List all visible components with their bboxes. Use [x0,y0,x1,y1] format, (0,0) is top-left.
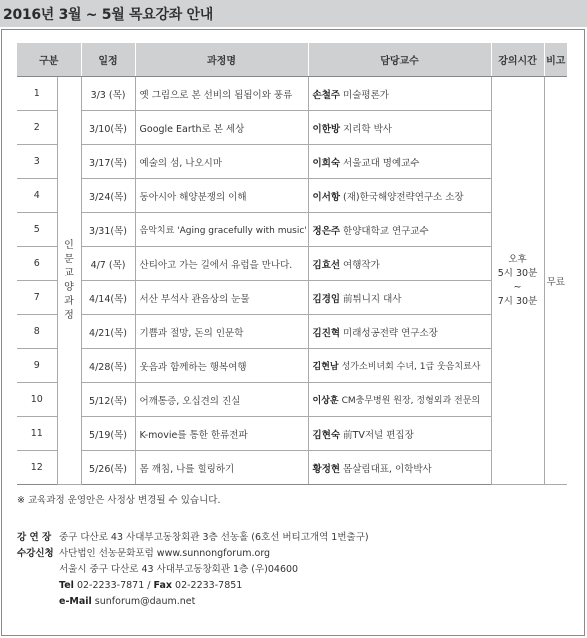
professor-title: CM충무병원 원장, 정형외과 전문의 [341,396,481,406]
row-professor [308,383,491,417]
row-date: 5/26(목) [81,451,135,485]
row-number: 1 [17,77,57,111]
professor-title: 여행작가 [343,259,380,271]
time-line: 오후 [508,253,527,265]
time-line: ~ [513,281,522,293]
row-number: 10 [17,383,57,417]
professor-name: 이한방 [312,123,341,135]
venue-value: 중구 다산로 43 사대부고동창회관 3층 선농홀 (6호선 버티고개역 1번출구) [59,532,369,543]
professor-title: 미래성공전략 연구소장 [343,327,438,339]
row-professor [308,451,491,485]
note-cell: 무료 [544,77,567,485]
row-course: 몸 깨침, 나를 힐링하기 [135,451,308,485]
row-professor [308,77,491,111]
tel-label: Tel [59,580,74,591]
row-date: 4/14(목) [81,281,135,315]
row-number: 7 [17,281,57,315]
professor-title: 몸살림대표, 이학박사 [343,463,432,475]
table-row [17,417,567,451]
row-professor [308,179,491,213]
professor-name: 이상훈 [312,396,339,406]
row-date: 4/28(목) [81,349,135,383]
row-date: 3/10(목) [81,111,135,145]
row-number: 11 [17,417,57,451]
row-course: 웃음과 함께하는 행복여행 [135,349,308,383]
venue-label: 강 연 장 [17,532,52,543]
row-number: 6 [17,247,57,281]
professor-title: 지리학 박사 [343,123,392,135]
table-header-row [17,43,567,77]
course-table [17,43,567,485]
table-row [17,247,567,281]
header-note: 비고 [544,43,567,77]
professor-title: (재)한국해양전략연구소 소장 [343,191,464,203]
professor-name: 황정현 [312,463,341,475]
row-course: K-movie를 통한 한류전파 [135,417,308,451]
row-professor [308,349,491,383]
time-line: 5시 30분 [497,267,538,279]
row-professor [308,213,491,247]
time-line: 7시 30분 [497,295,538,307]
header-course: 과정명 [135,43,308,77]
table-row [17,145,567,179]
row-course: 기쁨과 절망, 돈의 인문학 [135,315,308,349]
table-row [17,383,567,417]
row-professor [308,281,491,315]
row-date: 5/12(목) [81,383,135,417]
row-course: 예술의 섬, 나오시마 [135,145,308,179]
professor-name: 김경임 [312,293,341,305]
apply-label: 수강신청 [17,548,54,559]
apply-org: 사단법인 선농문화포럼 www.sunnongforum.org [59,548,271,559]
row-professor [308,145,491,179]
row-date: 4/7 (목) [81,247,135,281]
professor-name: 김진혁 [312,327,341,339]
row-number: 3 [17,145,57,179]
professor-title: 성가소비녀회 수녀, 1급 웃음치료사 [341,362,481,372]
table-row [17,281,567,315]
row-date: 3/24(목) [81,179,135,213]
row-course: 동아시아 해양분쟁의 이해 [135,179,308,213]
table-row [17,451,567,485]
table-row [17,179,567,213]
row-number: 4 [17,179,57,213]
row-date: 3/3 (목) [81,77,135,111]
professor-title: 미술평론가 [343,89,389,101]
professor-title: 서울교대 명예교수 [343,157,420,169]
apply-address: 서울시 중구 다산로 43 사대부고동창회관 1층 (우)04600 [59,564,299,575]
category-cell [57,77,81,485]
row-professor [308,417,491,451]
professor-name: 정은주 [312,225,341,237]
email-value[interactable]: sunforum@daum.net [94,596,196,607]
header-time: 강의시간 [491,43,544,77]
professor-name: 이서항 [312,191,341,203]
row-number: 2 [17,111,57,145]
phone-fax [59,578,242,594]
title-bar [0,0,587,27]
page-title: 2016년 3월 ~ 5월 목요강좌 안내 [3,7,213,23]
row-number: 8 [17,315,57,349]
row-course: Google Earth로 본 세상 [135,111,308,145]
notice-text: ※ 교육과정 운영안은 사정상 변경될 수 있습니다. [17,495,221,506]
professor-title: 前튀니지 대사 [343,293,402,305]
professor-title: 한양대학교 연구교수 [343,225,429,237]
header-date: 일정 [81,43,135,77]
row-date: 3/31(목) [81,213,135,247]
row-professor [308,111,491,145]
professor-name: 손철주 [312,89,341,101]
row-course: 산티아고 가는 길에서 유럽을 만나다. [135,247,308,281]
email-label: e-Mail [59,596,92,607]
row-number: 5 [17,213,57,247]
row-course: 어깨통증, 오십견의 진실 [135,383,308,417]
row-date: 3/17(목) [81,145,135,179]
table-row [17,315,567,349]
row-course: 음악치료 'Aging gracefully with music' [135,213,308,247]
professor-name: 김효선 [312,259,341,271]
table-row [17,349,567,383]
professor-name: 이희숙 [312,157,341,169]
fax-value: 02-2233-7851 [175,580,243,591]
row-professor [308,315,491,349]
professor-name: 김현숙 [312,429,341,441]
table-row [17,111,567,145]
row-date: 4/21(목) [81,315,135,349]
row-course: 서산 부석사 관음상의 눈물 [135,281,308,315]
category-label: 인문교양과정 [64,239,74,321]
row-professor [308,247,491,281]
professor-name: 김현남 [312,362,339,372]
row-course: 옛 그림으로 본 선비의 됨됨이와 풍류 [135,77,308,111]
table-row [17,213,567,247]
row-date: 5/19(목) [81,417,135,451]
tel-value: 02-2233-7871 / [76,580,151,591]
header-category: 구분 [17,43,81,77]
header-professor: 담당교수 [308,43,491,77]
professor-title: 前TV저널 편집장 [343,429,414,441]
fax-label: Fax [153,580,172,591]
email [59,594,195,610]
row-number: 12 [17,451,57,485]
table-row [17,77,567,111]
time-cell [491,77,544,485]
row-number: 9 [17,349,57,383]
